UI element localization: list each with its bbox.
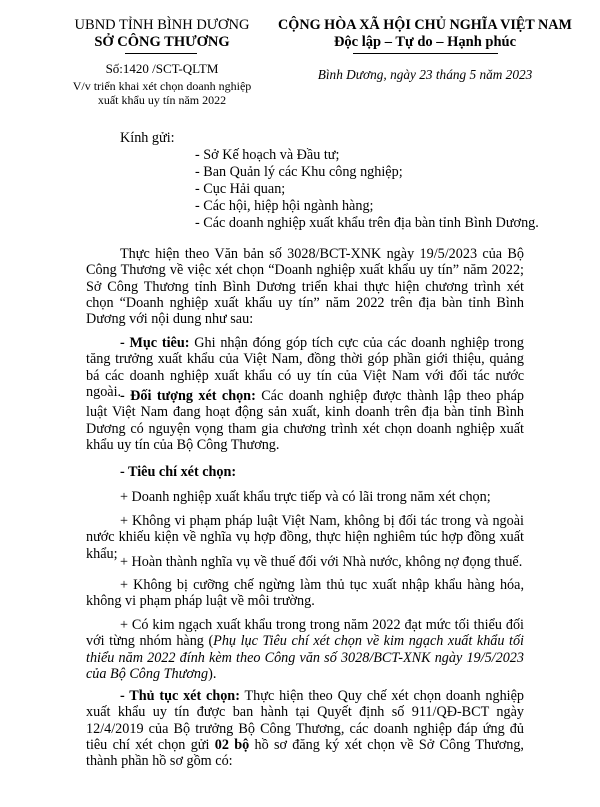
recipients-label: Kính gửi:: [120, 130, 175, 146]
criteria-item-export-turnover: [86, 617, 524, 682]
objective-label: - Mục tiêu:: [120, 335, 190, 351]
target-text: Các doanh nghiệp được thành lập theo pháp luật Việt Nam đang hoạt động sản xuất, kinh doanh trên địa bàn tỉnh Bình Dương có nguyện vọng tham gia chương trình xét chọn doanh nghiệp xuất khẩu uy tín của Bộ Công Thương.: [86, 388, 524, 453]
objective-text: Ghi nhận đóng góp tích cực của các doanh nghiệp trong tăng trưởng xuất khẩu của Việt Nam, đồng thời góp phần giới thiệu, quảng bá các doanh nghiệp xuất khẩu có uy tín của Việt Nam với đối tác nước ngoài.: [86, 335, 525, 400]
document-subject: [50, 79, 274, 107]
turnover-text: + Có kim ngạch xuất khẩu trong trong năm 2022 đạt mức tối thiểu đối với từng nhóm hàng (: [86, 617, 524, 650]
turnover-appendix-reference: Phụ lục Tiêu chí xét chọn về kim ngạch xuất khẩu tối thiểu năm 2022 đính kèm theo Công văn số 3028/BCT-XNK ngày 19/5/2023 của Bộ Công Thương: [86, 633, 524, 682]
criteria-item: + Hoàn thành nghĩa vụ về thuế đối với Nhà nước, không nợ đọng thuế.: [120, 554, 523, 570]
target-paragraph: [86, 388, 524, 453]
recipient-item: - Các hội, hiệp hội ngành hàng;: [195, 198, 374, 214]
recipient-item: - Các doanh nghiệp xuất khẩu trên địa bàn tỉnh Bình Dương.: [195, 215, 539, 231]
parent-agency: UBND TỈNH BÌNH DƯƠNG: [74, 17, 250, 33]
turnover-text-end: ).: [208, 665, 217, 682]
criteria-heading: [86, 464, 524, 480]
procedure-text: Thực hiện theo Quy chế xét chọn doanh nghiệp xuất khẩu uy tín được ban hành tại Quyết định số 911/QĐ-BCT ngày 12/4/2019 của Bộ trưởng Bộ Công Thương, các doanh nghiệp đáp ứng đủ tiêu chí xét chọn gửi: [86, 688, 524, 753]
subject-line-2: xuất khẩu uy tín năm 2022: [97, 93, 227, 107]
recipient-item: - Sở Kế hoạch và Đầu tư;: [195, 147, 340, 163]
issuing-agency-block: [50, 17, 274, 51]
subject-line-1: V/v triển khai xét chọn doanh nghiệp: [72, 79, 252, 93]
recipient-item: - Ban Quản lý các Khu công nghiệp;: [195, 164, 403, 180]
procedure-label: - Thủ tục xét chọn:: [120, 688, 240, 704]
recipient-item: - Cục Hải quan;: [195, 181, 286, 197]
national-motto: Độc lập – Tự do – Hạnh phúc: [333, 34, 517, 50]
issuing-agency: SỞ CÔNG THƯƠNG: [94, 34, 230, 50]
place-and-date: Bình Dương, ngày 23 tháng 5 năm 2023: [317, 67, 533, 82]
criteria-item: + Doanh nghiệp xuất khẩu trực tiếp và có lãi trong năm xét chọn;: [120, 489, 491, 505]
nation-title: CỘNG HÒA XÃ HỘI CHỦ NGHĨA VIỆT NAM: [278, 17, 572, 33]
procedure-copies: 02 bộ: [214, 736, 250, 753]
agency-underline: [125, 53, 197, 54]
national-header: [270, 17, 580, 51]
intro-paragraph: Thực hiện theo Văn bản số 3028/BCT-XNK ngày 19/5/2023 của Bộ Công Thương về việc xét chọn “Doanh nghiệp xuất khẩu uy tín” năm 2022; Sở Công Thương tỉnh Bình Dương triển khai thực hiện chương trình xét chọn “Doanh nghiệp xuất khẩu uy tín” năm 2022 trên địa bàn tỉnh Bình Dương với nội dung như sau:: [86, 246, 524, 328]
document-number: Số:1420 /SCT-QLTM: [105, 61, 219, 76]
procedure-paragraph: [86, 688, 524, 769]
procedure-text-end: hồ sơ đăng ký xét chọn về Sở Công Thương, thành phần hồ sơ gồm có:: [86, 736, 524, 770]
motto-underline: [353, 53, 498, 54]
criteria-item: + Không bị cưỡng chế ngừng làm thủ tục xuất nhập khẩu hàng hóa, không vi phạm pháp luật về môi trường.: [86, 577, 524, 610]
criteria-label: - Tiêu chí xét chọn:: [120, 464, 237, 480]
target-label: - Đối tượng xét chọn:: [120, 388, 256, 404]
criteria-item: + Không vi phạm pháp luật Việt Nam, không bị đối tác trong và ngoài nước khiếu kiện về nghĩa vụ hợp đồng, thực hiện nghiêm túc hợp đồng xuất khẩu;: [86, 513, 524, 562]
